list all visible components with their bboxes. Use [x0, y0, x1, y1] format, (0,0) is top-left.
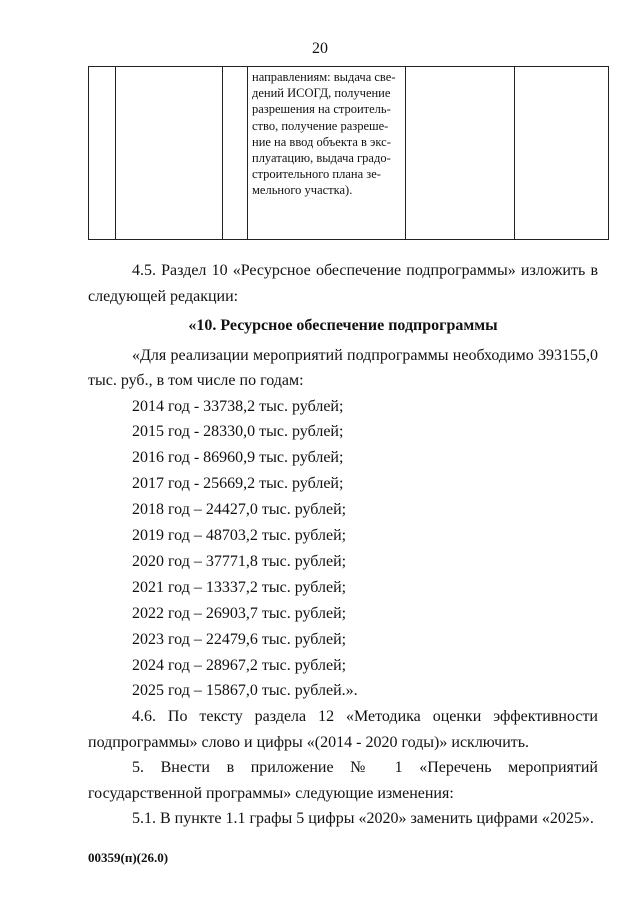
years-list — [88, 394, 598, 705]
paragraph-4-6: 4.6. По тексту раздела 12 «Методика оценки эффективности подпрограммы» слово и цифры «(2014 - 2020 годы)» исключить. — [88, 708, 598, 751]
table-cell — [406, 67, 515, 240]
table-cell — [248, 67, 406, 240]
year-line: 2023 год – 22479,6 тыс. рублей; — [132, 630, 347, 648]
year-line: 2022 год – 26903,7 тыс. рублей; — [132, 604, 347, 622]
paragraph-4-5: 4.5. Раздел 10 «Ресурсное обеспечение подпрограммы» изложить в следующей редакции: — [88, 262, 598, 305]
document-code: 00359(п)(26.0) — [88, 850, 169, 865]
year-line: 2016 год - 86960,9 тыс. рублей; — [132, 449, 344, 467]
year-line: 2015 год - 28330,0 тыс. рублей; — [132, 423, 344, 441]
year-line: 2014 год - 33738,2 тыс. рублей; — [132, 397, 344, 415]
section-heading: «10. Ресурсное обеспечение подпрограммы — [188, 317, 498, 334]
table-cell-text: направлениям: выдача све- дений ИСОГД, получение разрешения на строитель- ство, получение разреше- ние на ввод объекта в экс- плуатацию, выдача градо- строительного плана зе- мельного участка). — [252, 70, 396, 198]
table-row — [89, 67, 609, 240]
table-cell — [515, 67, 609, 240]
table-fragment — [88, 66, 609, 240]
year-line: 2017 год - 25669,2 тыс. рублей; — [132, 475, 344, 493]
year-line: 2020 год – 37771,8 тыс. рублей; — [132, 552, 347, 570]
year-line: 2019 год – 48703,2 тыс. рублей; — [132, 527, 347, 545]
year-line: 2025 год – 15867,0 тыс. рублей.». — [132, 682, 358, 700]
page-number: 20 — [312, 40, 328, 57]
table-cell — [223, 67, 248, 240]
year-line: 2021 год – 13337,2 тыс. рублей; — [132, 578, 347, 596]
year-line: 2018 год – 24427,0 тыс. рублей; — [132, 501, 347, 519]
year-line: 2024 год – 28967,2 тыс. рублей; — [132, 656, 347, 674]
table-cell — [89, 67, 116, 240]
paragraph-5-1: 5.1. В пункте 1.1 графы 5 цифры «2020» заменить цифрами «2025». — [132, 810, 594, 828]
paragraph-5: 5. Внести в приложение № 1 «Перечень мероприятий государственной программы» следующие изменения: — [88, 759, 598, 802]
table-cell — [116, 67, 223, 240]
intro-paragraph: «Для реализации мероприятий подпрограммы необходимо 393155,0 тыс. руб., в том числе по годам: — [88, 346, 598, 389]
document-body — [88, 258, 598, 832]
